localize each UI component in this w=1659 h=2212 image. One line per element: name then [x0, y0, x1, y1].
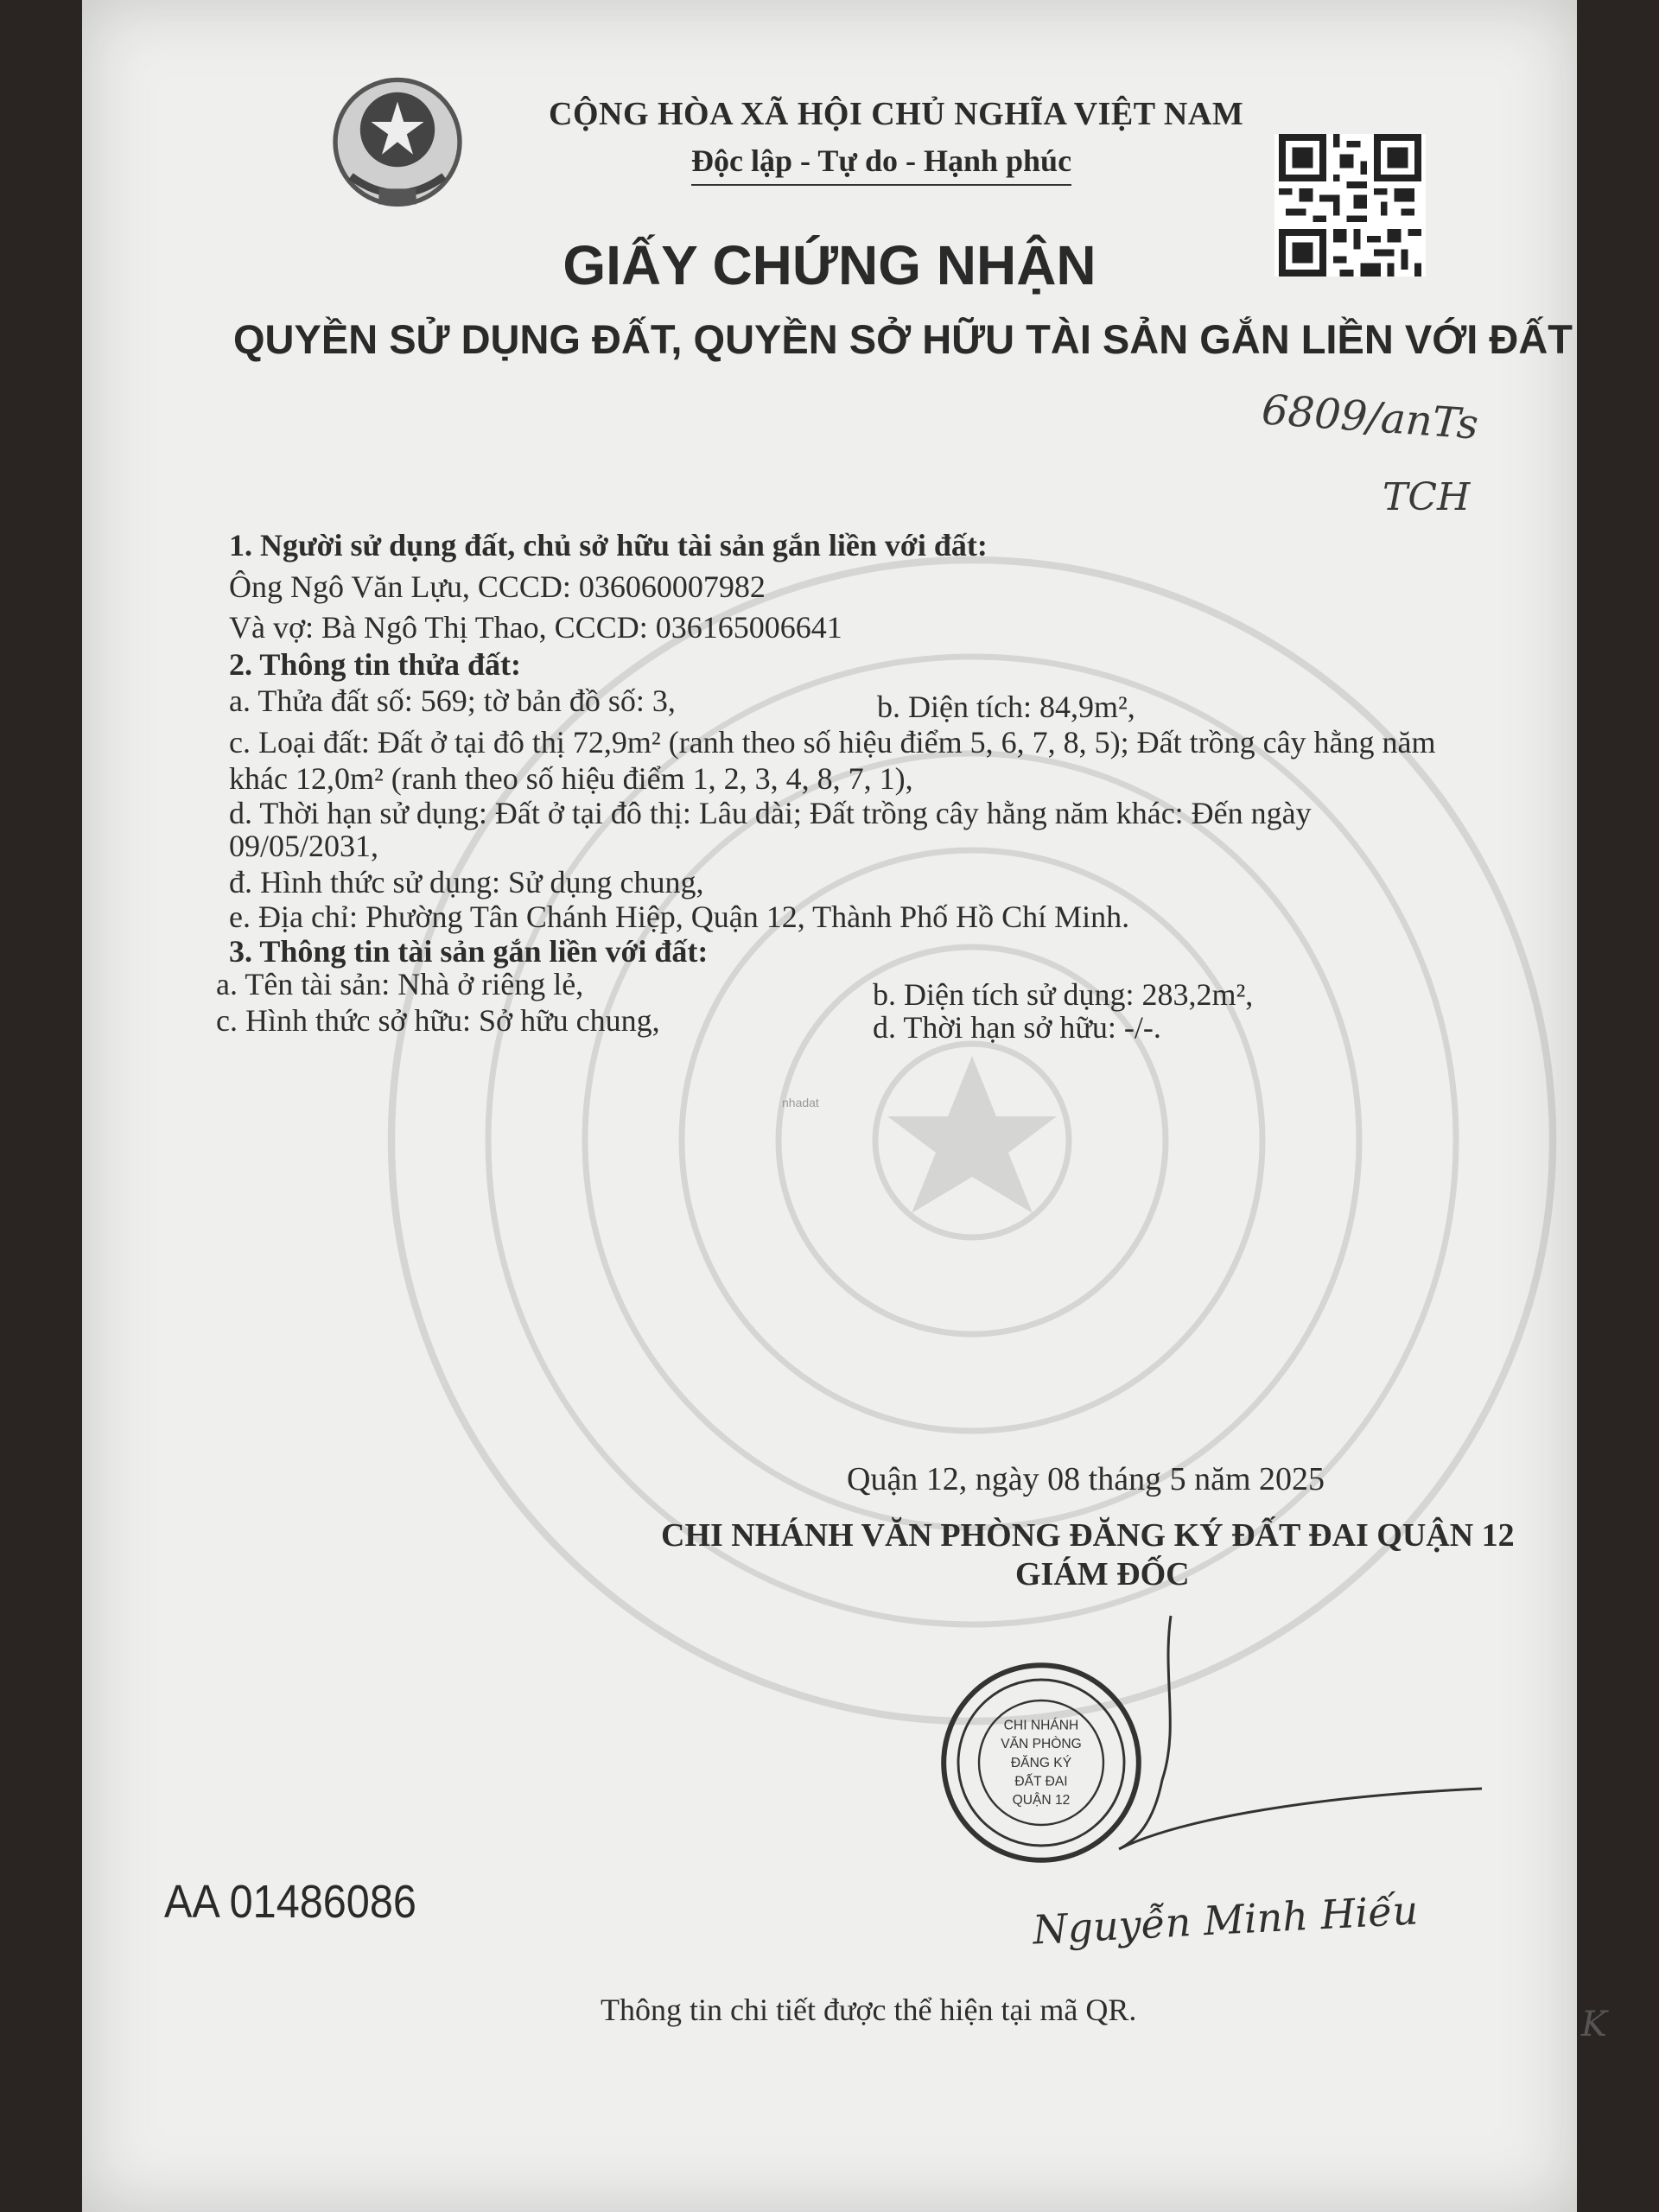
section2-heading: 2. Thông tin thửa đất:: [229, 647, 522, 682]
place-date: Quận 12, ngày 08 tháng 5 năm 2025: [847, 1461, 1325, 1497]
section1-heading: 1. Người sử dụng đất, chủ sở hữu tài sản gắn liền với đất:: [229, 528, 988, 563]
usage-term-line1: d. Thời hạn sử dụng: Đất ở tại đô thị: Lâu dài; Đất trồng cây hằng năm khác: Đến ngày: [229, 796, 1312, 830]
asset-name: a. Tên tài sản: Nhà ở riêng lẻ,: [216, 967, 584, 1001]
signer-title: GIÁM ĐỐC: [1015, 1556, 1190, 1592]
owner-info: Ông Ngô Văn Lựu, CCCD: 036060007982: [229, 569, 766, 604]
corner-mark: K: [1581, 2005, 1607, 2044]
seal-line-1: CHI NHÁNH: [1003, 1718, 1079, 1733]
land-type-line2: khác 12,0m² (ranh theo số hiệu điểm 1, 2, 3, 4, 8, 7, 1),: [229, 761, 913, 796]
serial-number: AA 01486086: [164, 1876, 416, 1928]
national-motto: Độc lập - Tự do - Hạnh phúc: [691, 143, 1071, 186]
ownership-form: c. Hình thức sở hữu: Sở hữu chung,: [216, 1003, 660, 1038]
certificate-title: GIẤY CHỨNG NHẬN: [563, 234, 1096, 296]
issuing-organization: CHI NHÁNH VĂN PHÒNG ĐĂNG KÝ ĐẤT ĐAI QUẬN 12: [661, 1517, 1515, 1554]
seal-line-5: QUẬN 12: [1012, 1793, 1071, 1808]
parcel-area: b. Diện tích: 84,9m²,: [877, 690, 1135, 724]
signature-stroke: [1033, 1607, 1516, 1884]
certificate-subtitle: QUYỀN SỬ DỤNG ĐẤT, QUYỀN SỞ HỮU TÀI SẢN GẮN LIỀN VỚI ĐẤT: [233, 316, 1573, 362]
seal-line-3: ĐĂNG KÝ: [1010, 1755, 1072, 1770]
handwritten-number: 6809/anTs: [1260, 385, 1480, 449]
handwritten-code: TCH: [1382, 475, 1471, 519]
seal-line-4: ĐẤT ĐAI: [1014, 1774, 1068, 1789]
parcel-address: e. Địa chỉ: Phường Tân Chánh Hiệp, Quận 12, Thành Phố Hồ Chí Minh.: [229, 899, 1130, 934]
ownership-term: d. Thời hạn sở hữu: -/-.: [873, 1010, 1161, 1045]
spouse-info: Và vợ: Bà Ngô Thị Thao, CCCD: 036165006641: [229, 610, 842, 645]
section3-heading: 3. Thông tin tài sản gắn liền với đất:: [229, 934, 709, 969]
signer-name: Nguyễn Minh Hiếu: [1031, 1886, 1420, 1954]
seal-line-2: VĂN PHÒNG: [1001, 1737, 1082, 1752]
parcel-number: a. Thửa đất số: 569; tờ bản đồ số: 3,: [229, 683, 676, 718]
land-type-line1: c. Loại đất: Đất ở tại đô thị 72,9m² (ranh theo số hiệu điểm 5, 6, 7, 8, 5); Đất trồng cây hằng năm: [229, 725, 1436, 760]
watermark: nhadat: [782, 1096, 819, 1109]
usage-form: đ. Hình thức sử dụng: Sử dụng chung,: [229, 865, 704, 899]
national-emblem-icon: [315, 67, 480, 223]
certificate-page: [82, 0, 1607, 2212]
footer-note: Thông tin chi tiết được thể hiện tại mã QR.: [601, 1993, 1137, 2027]
asset-area: b. Diện tích sử dụng: 283,2m²,: [873, 977, 1254, 1012]
national-name: CỘNG HÒA XÃ HỘI CHỦ NGHĨA VIỆT NAM: [549, 96, 1244, 132]
usage-term-line2: 09/05/2031,: [229, 829, 379, 863]
